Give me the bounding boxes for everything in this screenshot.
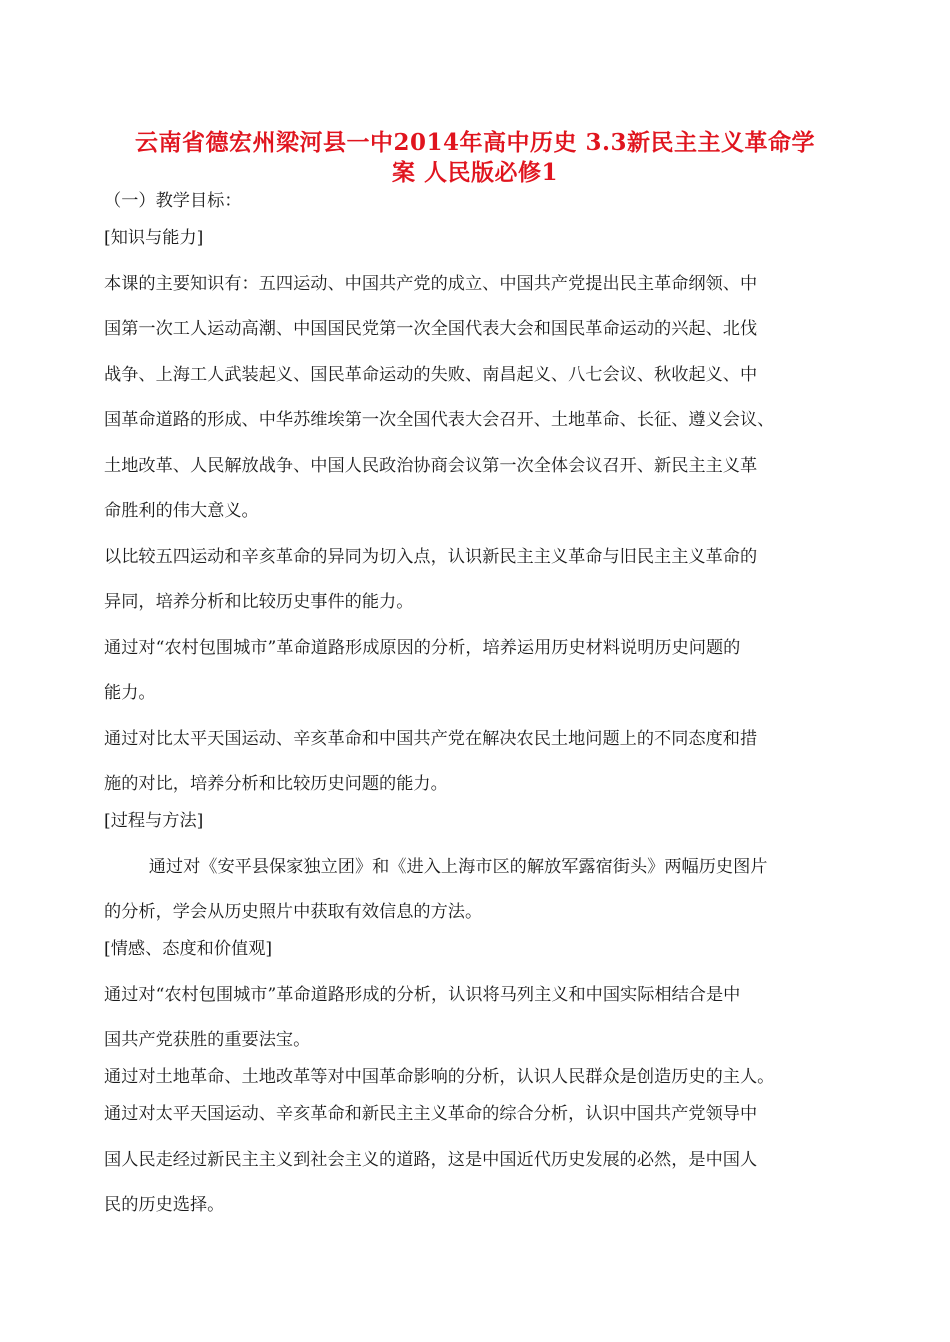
text-line: 以比较五四运动和辛亥革命的异同为切入点，认识新民主主义革命与旧民主主义革命的 <box>104 546 758 567</box>
text-line: 能力。 <box>104 683 156 703</box>
document-body <box>104 186 856 1236</box>
knowledge-heading: [知识与能力] <box>104 228 204 248</box>
title-line-2: 案 人民版必修1 <box>391 159 558 186</box>
text-line: 通过对“农村包围城市”革命道路形成原因的分析，培养运用历史材料说明历史问题的 <box>104 637 741 658</box>
knowledge-paragraph-2 <box>104 542 856 633</box>
text-line: 通过对比太平天国运动、辛亥革命和中国共产党在解决农民土地问题上的不同态度和措 <box>104 728 758 749</box>
process-heading: [过程与方法] <box>104 811 204 831</box>
process-paragraph-1 <box>104 852 856 935</box>
text-line: 通过对《安平县保家独立团》和《进入上海市区的解放军露宿街头》两幅历史图片 <box>148 856 768 877</box>
knowledge-paragraph-4 <box>104 724 856 807</box>
text-line: 国革命道路的形成、中华苏维埃第一次全国代表大会召开、土地革命、长征、遵义会议、 <box>104 410 775 430</box>
text-line: 通过对太平天国运动、辛亥革命和新民主主义革命的综合分析，认识中国共产党领导中 <box>104 1104 758 1124</box>
text-line: 国第一次工人运动高潮、中国国民党第一次全国代表大会和国民革命运动的兴起、北伐 <box>104 319 758 339</box>
values-paragraph-3 <box>104 1099 856 1236</box>
text-line: 国共产党获胜的重要法宝。 <box>104 1030 311 1050</box>
text-line: 通过对“农村包围城市”革命道路形成的分析，认识将马列主义和中国实际相结合是中 <box>104 984 741 1005</box>
text-line: 命胜利的伟大意义。 <box>104 501 259 521</box>
text-line: 国人民走经过新民主主义到社会主义的道路，这是中国近代历史发展的必然，是中国人 <box>104 1149 758 1170</box>
values-paragraph-2 <box>104 1062 856 1099</box>
values-paragraph-1 <box>104 980 856 1063</box>
text-line: 施的对比，培养分析和比较历史问题的能力。 <box>104 774 448 794</box>
document-title <box>100 128 850 188</box>
text-line: 通过对土地革命、土地改革等对中国革命影响的分析，认识人民群众是创造历史的主人。 <box>104 1067 775 1087</box>
text-line: 民的历史选择。 <box>104 1195 225 1215</box>
section-heading: （一）教学目标： <box>104 191 242 211</box>
text-line: 战争、上海工人武装起义、国民革命运动的失败、南昌起义、八七会议、秋收起义、中 <box>104 364 758 385</box>
text-line: 的分析，学会从历史照片中获取有效信息的方法。 <box>104 902 483 922</box>
knowledge-paragraph-3 <box>104 633 856 724</box>
title-line-1: 云南省德宏州梁河县一中2014年高中历史 3.3新民主主义革命学 <box>134 129 816 156</box>
text-line: 土地改革、人民解放战争、中国人民政治协商会议第一次全体会议召开、新民主主义革 <box>104 455 758 476</box>
values-heading: [情感、态度和价值观] <box>104 939 273 959</box>
text-line: 异同，培养分析和比较历史事件的能力。 <box>104 592 414 612</box>
knowledge-paragraph-1 <box>104 269 856 542</box>
text-line: 本课的主要知识有：五四运动、中国共产党的成立、中国共产党提出民主革命纲领、中 <box>104 273 758 294</box>
